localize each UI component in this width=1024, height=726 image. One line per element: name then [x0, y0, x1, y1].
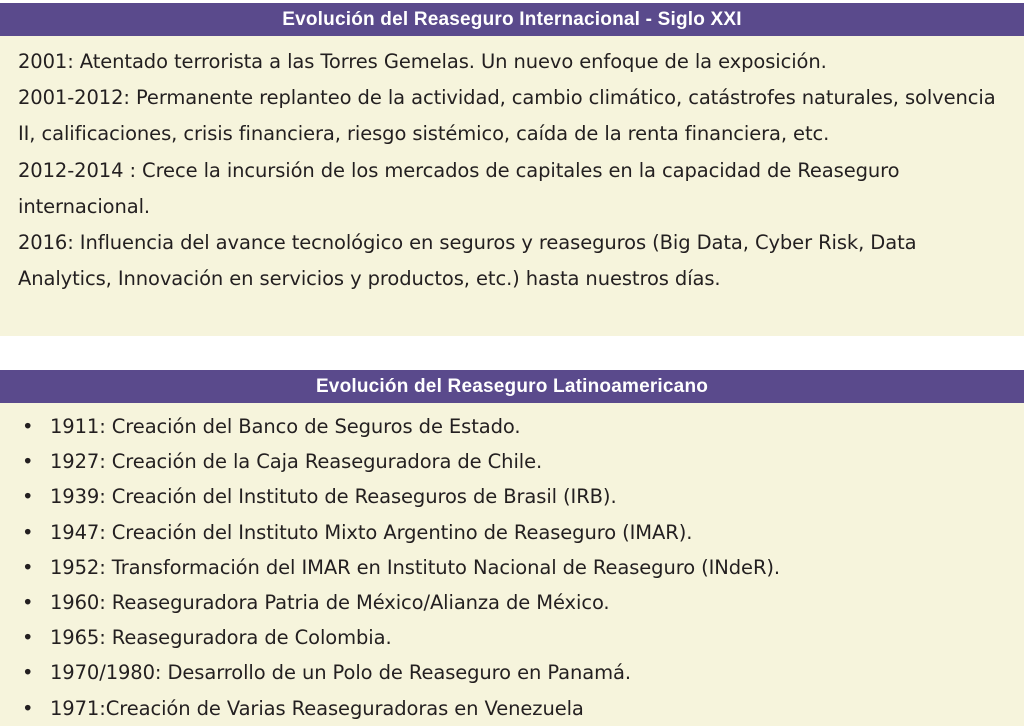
international-box-title: Evolución del Reaseguro Internacional - Siglo XXI [0, 3, 1024, 36]
list-item [0, 655, 1024, 690]
latin-american-reinsurance-box [0, 370, 1024, 726]
list-item [0, 515, 1024, 550]
bullet-icon: • [22, 485, 34, 509]
list-item-text: 1947: Creación del Instituto Mixto Argentino de Reaseguro (IMAR). [50, 520, 693, 544]
list-item [0, 479, 1024, 514]
latin-american-box-title: Evolución del Reaseguro Latinoamericano [0, 370, 1024, 403]
bullet-icon: • [22, 555, 34, 579]
paragraph-2001: 2001: Atentado terrorista a las Torres Gemelas. Un nuevo enfoque de la exposición. [18, 50, 827, 73]
list-item-text: 1927: Creación de la Caja Reaseguradora de Chile. [50, 450, 543, 474]
paragraph-2001-2012: 2001-2012: Permanente replanteo de la actividad, cambio climático, catástrofes naturales, solvencia II, calificaciones, crisis financiera, riesgo sistémico, caída de la renta financiera, etc. [18, 86, 996, 146]
paragraph-2012-2014: 2012-2014 : Crece la incursión de los mercados de capitales en la capacidad de Reaseguro internacional. [18, 158, 900, 218]
list-item-text: 1970/1980: Desarrollo de un Polo de Reaseguro en Panamá. [50, 661, 631, 685]
list-item [0, 585, 1024, 620]
paragraph-2016: 2016: Influencia del avance tecnológico en seguros y reaseguros (Big Data, Cyber Risk, Data Analytics, Innovación en servicios y productos, etc.) hasta nuestros días. [18, 231, 917, 291]
latin-american-milestones-list [0, 403, 1024, 726]
bullet-icon: • [22, 626, 34, 650]
bullet-icon: • [22, 661, 34, 685]
bullet-icon: • [22, 696, 34, 720]
bullet-icon: • [22, 520, 34, 544]
list-item [0, 691, 1024, 726]
list-item [0, 550, 1024, 585]
bullet-icon: • [22, 415, 34, 438]
list-item-text: 1971:Creación de Varias Reaseguradoras en Venezuela [50, 696, 584, 720]
list-item [0, 444, 1024, 479]
international-reinsurance-box [0, 3, 1024, 336]
list-item [0, 620, 1024, 655]
list-item-text: 1911: Creación del Banco de Seguros de Estado. [50, 415, 521, 438]
list-item-text: 1960: Reaseguradora Patria de México/Alianza de México. [50, 591, 610, 615]
international-box-body [0, 36, 1024, 297]
bullet-icon: • [22, 450, 34, 474]
bullet-icon: • [22, 591, 34, 615]
list-item-text: 1939: Creación del Instituto de Reaseguros de Brasil (IRB). [50, 485, 617, 509]
list-item-text: 1965: Reaseguradora de Colombia. [50, 626, 392, 650]
list-item-text: 1952: Transformación del IMAR en Instituto Nacional de Reaseguro (INdeR). [50, 555, 780, 579]
list-item [0, 409, 1024, 444]
